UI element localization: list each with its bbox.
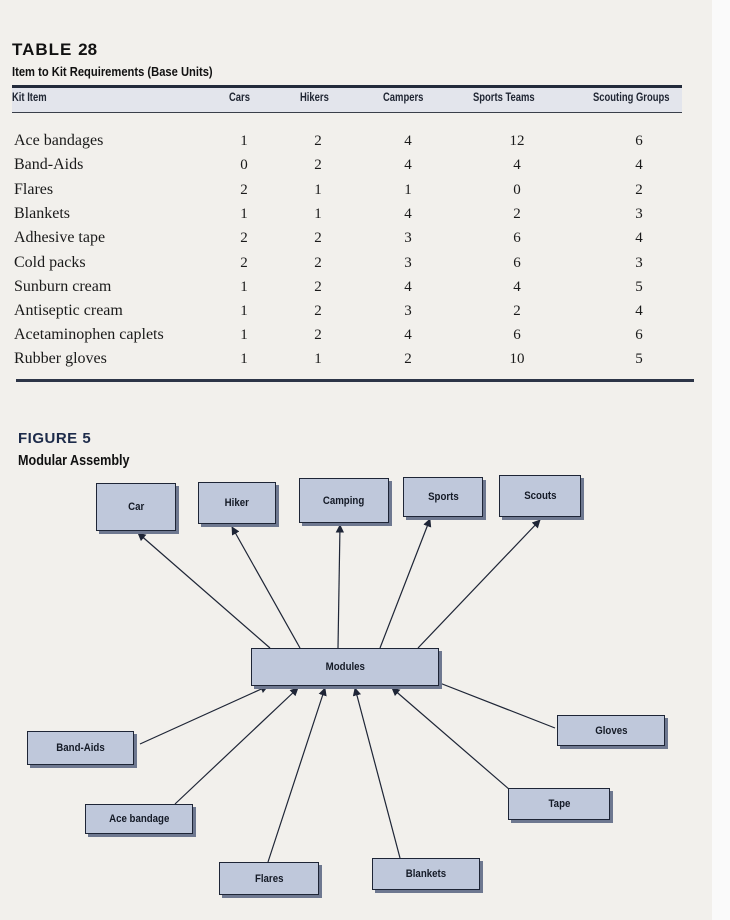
arrow-band-aids-to-modules — [140, 686, 268, 744]
arrow-ace-bandage-to-modules — [175, 688, 298, 804]
table-cell: 2 — [513, 303, 521, 319]
table-cell: 2 — [240, 230, 248, 246]
table-label-word: TABLE — [12, 40, 73, 59]
node-ace-bandage — [85, 804, 193, 834]
node-scouts-label: Scouts — [523, 490, 557, 502]
node-blankets — [372, 858, 480, 890]
table-cell: 4 — [635, 303, 643, 319]
table-cell: 1 — [240, 351, 248, 367]
arrow-modules-to-sports — [380, 519, 430, 648]
table-caption: Item to Kit Requirements (Base Units) — [12, 64, 213, 79]
figure-label: FIGURE 5 — [18, 430, 92, 447]
column-header-kit-item: Kit Item — [12, 92, 47, 104]
table-cell: 2 — [314, 279, 322, 295]
table-cell: 4 — [404, 133, 412, 149]
table-cell: 5 — [635, 279, 643, 295]
table-cell: 12 — [509, 133, 525, 149]
node-gloves-label: Gloves — [594, 724, 628, 737]
node-hiker-label: Hiker — [224, 497, 250, 509]
table-cell: 4 — [404, 327, 412, 343]
table-cell: 1 — [314, 351, 322, 367]
figure-caption: Modular Assembly — [18, 452, 130, 469]
table-cell: 2 — [635, 182, 643, 198]
table-cell: 6 — [635, 327, 643, 343]
arrow-modules-to-scouts — [418, 520, 540, 648]
node-tape-label: Tape — [548, 798, 570, 810]
table-cell: 1 — [240, 279, 248, 295]
table-row-label: Adhesive tape — [14, 229, 106, 246]
table-cell: 4 — [404, 279, 412, 295]
column-header-scouting-groups: Scouting Groups — [593, 92, 670, 104]
table-cell: 4 — [404, 206, 412, 222]
node-gloves — [557, 715, 665, 746]
table-cell: 3 — [404, 303, 412, 319]
node-band-aids — [27, 731, 134, 765]
table-cell: 1 — [314, 182, 322, 198]
table-row-label: Ace bandages — [14, 132, 104, 149]
node-scouts — [499, 475, 581, 517]
node-car — [96, 483, 176, 531]
arrow-modules-to-car — [138, 533, 270, 648]
table-row-label: Flares — [14, 181, 54, 198]
table-cell: 1 — [240, 303, 248, 319]
table-cell: 2 — [314, 255, 322, 271]
table-cell: 1 — [240, 133, 248, 149]
table-cell: 2 — [314, 303, 322, 319]
node-flares-label: Flares — [254, 872, 284, 885]
table-cell: 6 — [513, 230, 521, 246]
table-row-label: Blankets — [14, 205, 70, 222]
table-cell: 2 — [314, 157, 322, 173]
table-cell: 10 — [509, 351, 525, 367]
table-cell: 0 — [240, 157, 248, 173]
table-cell: 6 — [513, 255, 521, 271]
table-row-label: Band-Aids — [14, 156, 84, 173]
table-cell: 0 — [513, 182, 521, 198]
node-blankets-label: Blankets — [405, 868, 447, 880]
node-camping-label: Camping — [323, 494, 365, 507]
table-cell: 3 — [404, 230, 412, 246]
node-ace-bandage-label: Ace bandage — [108, 813, 170, 825]
table-cell: 2 — [404, 351, 412, 367]
node-sports — [403, 477, 483, 517]
column-header-campers: Campers — [383, 92, 424, 104]
node-car-label: Car — [127, 501, 145, 513]
table-cell: 2 — [513, 206, 521, 222]
table-cell: 1 — [240, 206, 248, 222]
arrow-blankets-to-modules — [355, 688, 400, 858]
table-cell: 2 — [314, 133, 322, 149]
column-header-hikers: Hikers — [300, 92, 329, 104]
table-row-label: Rubber gloves — [14, 350, 107, 367]
arrow-modules-to-hiker — [232, 527, 300, 648]
table-cell: 2 — [314, 327, 322, 343]
table-cell: 1 — [240, 327, 248, 343]
table-cell: 6 — [513, 327, 521, 343]
table-cell: 3 — [635, 206, 643, 222]
node-tape — [508, 788, 610, 820]
table-cell: 4 — [635, 157, 643, 173]
table-cell: 5 — [635, 351, 643, 367]
node-band-aids-label: Band-Aids — [56, 742, 105, 754]
table-row-label: Sunburn cream — [14, 278, 112, 295]
node-camping — [299, 478, 389, 523]
table-cell: 2 — [240, 255, 248, 271]
node-sports-label: Sports — [427, 491, 459, 503]
table-cell: 2 — [240, 182, 248, 198]
table-cell: 4 — [513, 157, 521, 173]
node-modules — [251, 648, 439, 686]
table-row-label: Antiseptic cream — [14, 302, 123, 319]
node-flares — [219, 862, 319, 895]
node-modules-label: Modules — [325, 661, 365, 673]
column-header-cars: Cars — [229, 92, 250, 104]
table-cell: 3 — [404, 255, 412, 271]
table-cell: 4 — [635, 230, 643, 246]
table-number: 28 — [78, 40, 98, 59]
table-cell: 4 — [513, 279, 521, 295]
table-cell: 1 — [314, 206, 322, 222]
table-cell: 3 — [635, 255, 643, 271]
arrow-gloves-to-modules — [432, 680, 555, 728]
table-cell: 4 — [404, 157, 412, 173]
table-row-label: Acetaminophen caplets — [14, 326, 164, 343]
table-cell: 2 — [314, 230, 322, 246]
arrow-flares-to-modules — [268, 688, 325, 862]
arrow-modules-to-camping — [338, 525, 340, 648]
table-cell: 1 — [404, 182, 412, 198]
table-row-label: Cold packs — [14, 254, 86, 271]
column-header-sports-teams: Sports Teams — [473, 92, 535, 104]
node-hiker — [198, 482, 276, 524]
table-cell: 6 — [635, 133, 643, 149]
